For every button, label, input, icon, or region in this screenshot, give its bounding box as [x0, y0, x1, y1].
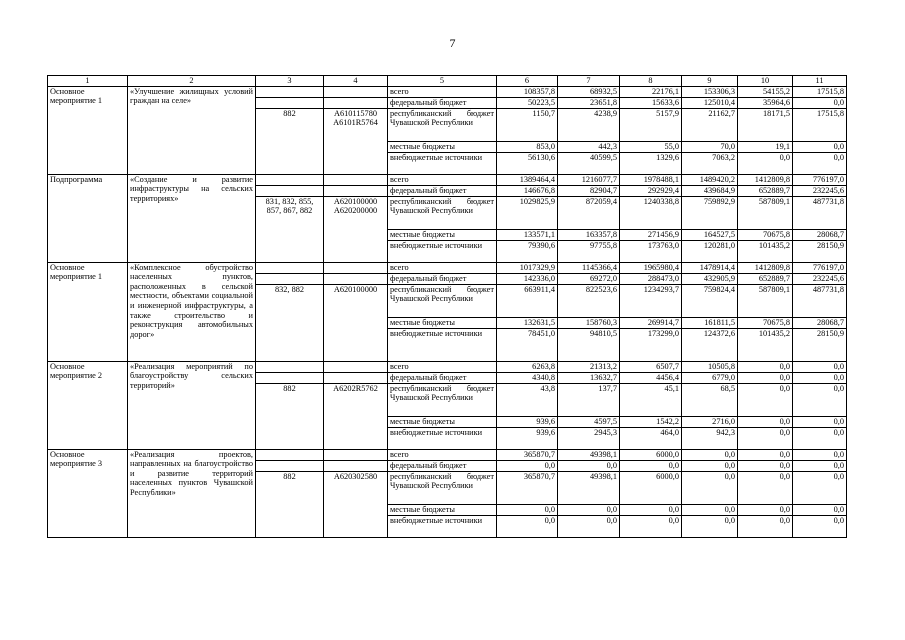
kbk-empty [324, 97, 388, 108]
amount-cell: 0,0 [793, 416, 847, 427]
table-row [48, 449, 847, 460]
column-header: 10 [738, 76, 793, 87]
amount-cell: 10505,8 [682, 361, 738, 372]
amount-cell: 70675,8 [738, 317, 793, 328]
amount-cell: 0,0 [793, 141, 847, 152]
amount-cell: 43,8 [497, 383, 558, 416]
grbs-code: 831, 832, 855, 857, 867, 882 [256, 196, 324, 262]
amount-cell: 101435,2 [738, 240, 793, 262]
amount-cell: 0,0 [682, 504, 738, 515]
amount-cell: 120281,0 [682, 240, 738, 262]
amount-cell: 0,0 [738, 361, 793, 372]
amount-cell: 776197,0 [793, 262, 847, 273]
amount-cell: 0,0 [738, 372, 793, 383]
amount-cell: 0,0 [793, 427, 847, 449]
amount-cell: 5157,9 [620, 108, 682, 141]
event-type: Основное мероприятие 1 [48, 86, 128, 174]
amount-cell: 1145366,4 [558, 262, 620, 273]
column-header: 3 [256, 76, 324, 87]
amount-cell: 56130,6 [497, 152, 558, 174]
amount-cell: 161811,5 [682, 317, 738, 328]
column-header: 1 [48, 76, 128, 87]
amount-cell: 94810,5 [558, 328, 620, 361]
amount-cell: 587809,1 [738, 284, 793, 317]
amount-cell: 2945,3 [558, 427, 620, 449]
column-header: 11 [793, 76, 847, 87]
funding-source: внебюджетные источники [388, 240, 497, 262]
funding-source: республиканский бюджет Чувашской Республики [388, 471, 497, 504]
funding-source: всего [388, 262, 497, 273]
amount-cell: 97755,8 [558, 240, 620, 262]
event-name: «Реализация проектов, направленных на благоустройство и развитие территорий населенных пунктов Чувашской Республики» [128, 449, 256, 537]
amount-cell: 0,0 [793, 460, 847, 471]
amount-cell: 13632,7 [558, 372, 620, 383]
table-row [48, 86, 847, 97]
kbk-code: А620100000 [324, 284, 388, 361]
amount-cell: 50223,5 [497, 97, 558, 108]
amount-cell: 70675,8 [738, 229, 793, 240]
kbk-empty [324, 174, 388, 185]
grbs-empty [256, 97, 324, 108]
funding-source: внебюджетные источники [388, 328, 497, 361]
amount-cell: 853,0 [497, 141, 558, 152]
amount-cell: 0,0 [558, 460, 620, 471]
amount-cell: 0,0 [738, 427, 793, 449]
amount-cell: 0,0 [682, 460, 738, 471]
amount-cell: 108357,8 [497, 86, 558, 97]
amount-cell: 17515,8 [793, 86, 847, 97]
amount-cell: 137,7 [558, 383, 620, 416]
amount-cell: 1389464,4 [497, 174, 558, 185]
amount-cell: 142336,0 [497, 273, 558, 284]
amount-cell: 0,0 [738, 471, 793, 504]
column-header: 6 [497, 76, 558, 87]
column-header: 2 [128, 76, 256, 87]
amount-cell: 822523,6 [558, 284, 620, 317]
table-row [48, 361, 847, 372]
amount-cell: 21313,2 [558, 361, 620, 372]
grbs-code: 882 [256, 108, 324, 174]
amount-cell: 1029825,9 [497, 196, 558, 229]
amount-cell: 0,0 [793, 449, 847, 460]
amount-cell: 4340,8 [497, 372, 558, 383]
amount-cell: 82904,7 [558, 185, 620, 196]
amount-cell: 0,0 [620, 515, 682, 537]
kbk-empty [324, 460, 388, 471]
funding-source: всего [388, 361, 497, 372]
funding-source: местные бюджеты [388, 229, 497, 240]
amount-cell: 4456,4 [620, 372, 682, 383]
amount-cell: 40599,5 [558, 152, 620, 174]
amount-cell: 6263,8 [497, 361, 558, 372]
grbs-empty [256, 185, 324, 196]
amount-cell: 0,0 [793, 372, 847, 383]
amount-cell: 17515,8 [793, 108, 847, 141]
funding-source: федеральный бюджет [388, 273, 497, 284]
grbs-empty [256, 262, 324, 273]
grbs-empty [256, 86, 324, 97]
amount-cell: 872059,4 [558, 196, 620, 229]
page-number: 7 [449, 36, 456, 50]
amount-cell: 0,0 [682, 471, 738, 504]
amount-cell: 288473,0 [620, 273, 682, 284]
budget-table [47, 75, 847, 538]
amount-cell: 1542,2 [620, 416, 682, 427]
amount-cell: 464,0 [620, 427, 682, 449]
amount-cell: 442,3 [558, 141, 620, 152]
kbk-empty [324, 262, 388, 273]
column-header: 5 [388, 76, 497, 87]
amount-cell: 1240338,8 [620, 196, 682, 229]
amount-cell: 1412809,8 [738, 174, 793, 185]
grbs-empty [256, 460, 324, 471]
amount-cell: 1978488,1 [620, 174, 682, 185]
funding-source: республиканский бюджет Чувашской Республики [388, 284, 497, 317]
amount-cell: 776197,0 [793, 174, 847, 185]
grbs-code: 882 [256, 471, 324, 537]
funding-source: республиканский бюджет Чувашской Республики [388, 196, 497, 229]
table-row [48, 174, 847, 185]
event-type: Основное мероприятие 3 [48, 449, 128, 537]
event-name: «Улучшение жилищных условий граждан на селе» [128, 86, 256, 174]
amount-cell: 19,1 [738, 141, 793, 152]
amount-cell: 942,3 [682, 427, 738, 449]
kbk-empty [324, 86, 388, 97]
amount-cell: 164527,5 [682, 229, 738, 240]
amount-cell: 0,0 [793, 515, 847, 537]
funding-source: местные бюджеты [388, 416, 497, 427]
amount-cell: 0,0 [738, 449, 793, 460]
amount-cell: 0,0 [793, 383, 847, 416]
event-name: «Создание и развитие инфраструктуры на сельских территориях» [128, 174, 256, 262]
amount-cell: 6000,0 [620, 449, 682, 460]
amount-cell: 124372,6 [682, 328, 738, 361]
amount-cell: 4597,5 [558, 416, 620, 427]
amount-cell: 69272,0 [558, 273, 620, 284]
kbk-empty [324, 361, 388, 372]
amount-cell: 163357,8 [558, 229, 620, 240]
amount-cell: 28068,7 [793, 317, 847, 328]
amount-cell: 0,0 [738, 416, 793, 427]
amount-cell: 0,0 [793, 361, 847, 372]
amount-cell: 759892,9 [682, 196, 738, 229]
amount-cell: 49398,1 [558, 471, 620, 504]
amount-cell: 21162,7 [682, 108, 738, 141]
amount-cell: 0,0 [738, 152, 793, 174]
amount-cell: 365870,7 [497, 449, 558, 460]
grbs-empty [256, 273, 324, 284]
funding-source: внебюджетные источники [388, 152, 497, 174]
amount-cell: 6000,0 [620, 471, 682, 504]
funding-source: республиканский бюджет Чувашской Республики [388, 108, 497, 141]
amount-cell: 68932,5 [558, 86, 620, 97]
funding-source: всего [388, 449, 497, 460]
amount-cell: 18171,5 [738, 108, 793, 141]
amount-cell: 70,0 [682, 141, 738, 152]
amount-cell: 78451,0 [497, 328, 558, 361]
amount-cell: 6779,0 [682, 372, 738, 383]
amount-cell: 0,0 [793, 471, 847, 504]
amount-cell: 35964,6 [738, 97, 793, 108]
amount-cell: 0,0 [497, 460, 558, 471]
grbs-code: 832, 882 [256, 284, 324, 361]
funding-source: федеральный бюджет [388, 97, 497, 108]
grbs-empty [256, 174, 324, 185]
amount-cell: 23651,8 [558, 97, 620, 108]
amount-cell: 133571,1 [497, 229, 558, 240]
amount-cell: 1150,7 [497, 108, 558, 141]
amount-cell: 663911,4 [497, 284, 558, 317]
funding-source: федеральный бюджет [388, 185, 497, 196]
amount-cell: 0,0 [793, 97, 847, 108]
amount-cell: 1478914,4 [682, 262, 738, 273]
amount-cell: 0,0 [620, 460, 682, 471]
amount-cell: 292929,4 [620, 185, 682, 196]
funding-source: республиканский бюджет Чувашской Республики [388, 383, 497, 416]
amount-cell: 4238,9 [558, 108, 620, 141]
amount-cell: 0,0 [738, 504, 793, 515]
amount-cell: 0,0 [738, 383, 793, 416]
kbk-empty [324, 372, 388, 383]
amount-cell: 1017329,9 [497, 262, 558, 273]
kbk-code: А620100000 А620200000 [324, 196, 388, 262]
event-type: Подпрограмма [48, 174, 128, 262]
amount-cell: 6507,7 [620, 361, 682, 372]
amount-cell: 0,0 [682, 449, 738, 460]
event-name: «Реализация мероприятий по благоустройству сельских территорий» [128, 361, 256, 449]
amount-cell: 1489420,2 [682, 174, 738, 185]
column-header: 9 [682, 76, 738, 87]
amount-cell: 0,0 [738, 515, 793, 537]
amount-cell: 68,5 [682, 383, 738, 416]
amount-cell: 125010,4 [682, 97, 738, 108]
amount-cell: 439684,9 [682, 185, 738, 196]
amount-cell: 652889,7 [738, 273, 793, 284]
amount-cell: 365870,7 [497, 471, 558, 504]
kbk-empty [324, 185, 388, 196]
grbs-empty [256, 449, 324, 460]
amount-cell: 232245,6 [793, 185, 847, 196]
amount-cell: 0,0 [793, 504, 847, 515]
amount-cell: 487731,8 [793, 284, 847, 317]
amount-cell: 173299,0 [620, 328, 682, 361]
amount-cell: 487731,8 [793, 196, 847, 229]
column-header: 4 [324, 76, 388, 87]
amount-cell: 28068,7 [793, 229, 847, 240]
funding-source: всего [388, 174, 497, 185]
amount-cell: 0,0 [793, 152, 847, 174]
amount-cell: 0,0 [682, 515, 738, 537]
funding-source: местные бюджеты [388, 504, 497, 515]
amount-cell: 652889,7 [738, 185, 793, 196]
column-header: 7 [558, 76, 620, 87]
amount-cell: 28150,9 [793, 240, 847, 262]
amount-cell: 0,0 [620, 504, 682, 515]
table-row [48, 262, 847, 273]
amount-cell: 1234293,7 [620, 284, 682, 317]
amount-cell: 49398,1 [558, 449, 620, 460]
amount-cell: 939,6 [497, 416, 558, 427]
amount-cell: 22176,1 [620, 86, 682, 97]
kbk-empty [324, 273, 388, 284]
amount-cell: 7063,2 [682, 152, 738, 174]
grbs-empty [256, 372, 324, 383]
amount-cell: 1216077,7 [558, 174, 620, 185]
amount-cell: 173763,0 [620, 240, 682, 262]
amount-cell: 1329,6 [620, 152, 682, 174]
kbk-code: А610115780 А6101R5764 [324, 108, 388, 174]
grbs-empty [256, 361, 324, 372]
funding-source: местные бюджеты [388, 317, 497, 328]
amount-cell: 759824,4 [682, 284, 738, 317]
column-header: 8 [620, 76, 682, 87]
amount-cell: 101435,2 [738, 328, 793, 361]
amount-cell: 587809,1 [738, 196, 793, 229]
funding-source: внебюджетные источники [388, 515, 497, 537]
amount-cell: 0,0 [558, 504, 620, 515]
amount-cell: 55,0 [620, 141, 682, 152]
header-row [48, 76, 847, 87]
kbk-code: А620302580 [324, 471, 388, 537]
kbk-code: А6202R5762 [324, 383, 388, 449]
funding-source: всего [388, 86, 497, 97]
amount-cell: 2716,0 [682, 416, 738, 427]
amount-cell: 269914,7 [620, 317, 682, 328]
amount-cell: 0,0 [497, 504, 558, 515]
amount-cell: 79390,6 [497, 240, 558, 262]
event-name: «Комплексное обустройство населенных пунктов, расположенных в сельской местности, объектами социальной и инженерной инфраструктуры, а также строительство и реконструкция автомобильных дорог» [128, 262, 256, 361]
amount-cell: 54155,2 [738, 86, 793, 97]
event-type: Основное мероприятие 2 [48, 361, 128, 449]
amount-cell: 1965980,4 [620, 262, 682, 273]
amount-cell: 271456,9 [620, 229, 682, 240]
amount-cell: 158760,3 [558, 317, 620, 328]
funding-source: федеральный бюджет [388, 372, 497, 383]
amount-cell: 15633,6 [620, 97, 682, 108]
amount-cell: 0,0 [738, 460, 793, 471]
funding-source: местные бюджеты [388, 141, 497, 152]
amount-cell: 0,0 [497, 515, 558, 537]
funding-source: внебюджетные источники [388, 427, 497, 449]
amount-cell: 132631,5 [497, 317, 558, 328]
amount-cell: 45,1 [620, 383, 682, 416]
amount-cell: 146676,8 [497, 185, 558, 196]
grbs-code: 882 [256, 383, 324, 449]
amount-cell: 28150,9 [793, 328, 847, 361]
amount-cell: 432905,9 [682, 273, 738, 284]
amount-cell: 0,0 [558, 515, 620, 537]
amount-cell: 1412809,8 [738, 262, 793, 273]
amount-cell: 153306,3 [682, 86, 738, 97]
amount-cell: 232245,6 [793, 273, 847, 284]
event-type: Основное мероприятие 1 [48, 262, 128, 361]
kbk-empty [324, 449, 388, 460]
amount-cell: 939,6 [497, 427, 558, 449]
funding-source: федеральный бюджет [388, 460, 497, 471]
